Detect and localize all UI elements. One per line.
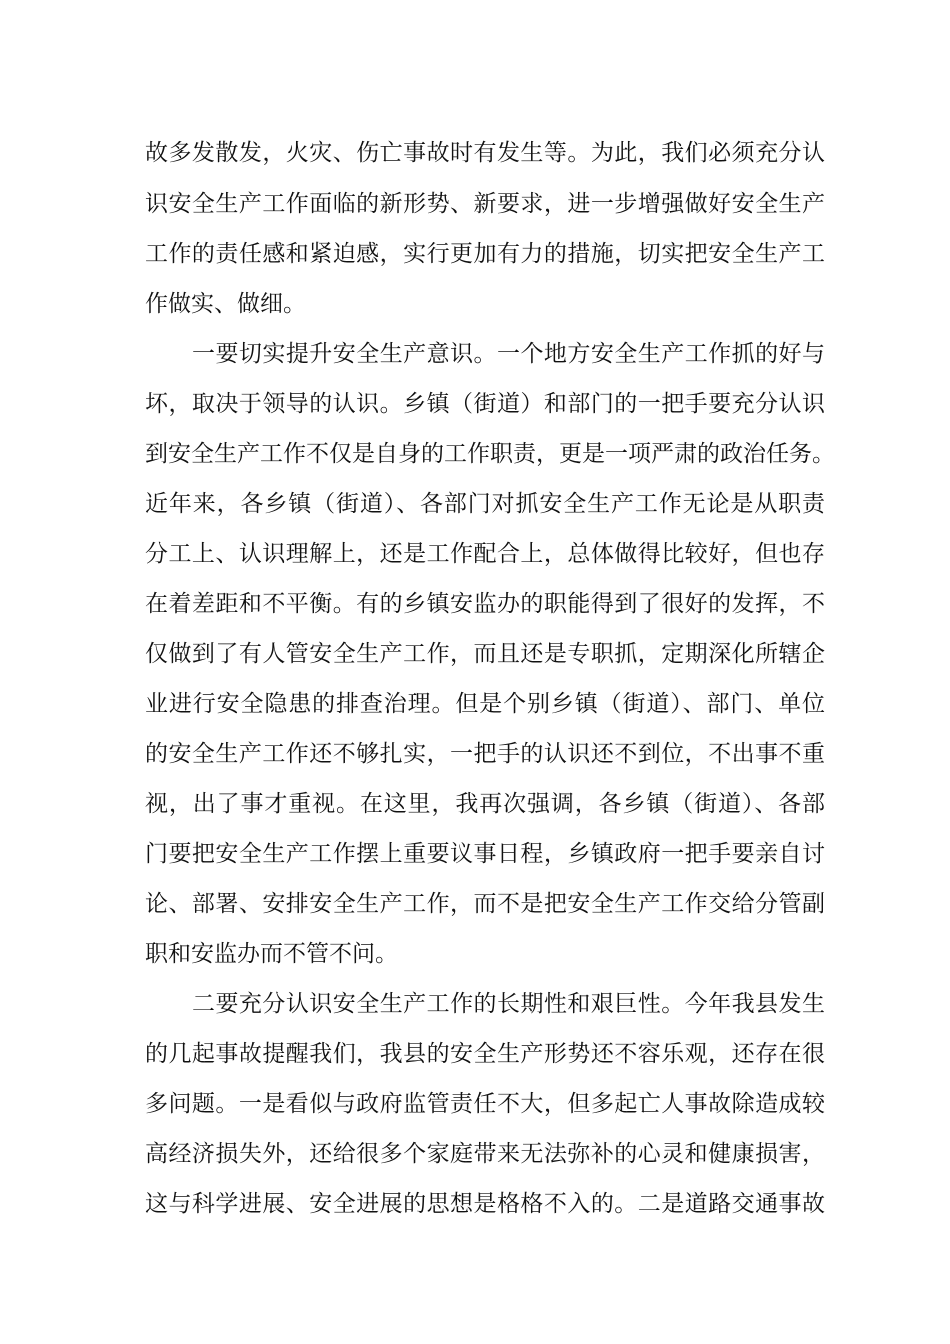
text-line: 分工上、认识理解上，还是工作配合上，总体做得比较好，但也存	[145, 541, 825, 567]
text-line: 职和安监办而不管不问。	[145, 941, 398, 967]
text-line: 到安全生产工作不仅是自身的工作职责，更是一项严肃的政治任务。	[145, 441, 835, 467]
text-line: 仅做到了有人管安全生产工作，而且还是专职抓，定期深化所辖企	[145, 641, 825, 667]
text-line: 论、部署、安排安全生产工作，而不是把安全生产工作交给分管副	[145, 891, 825, 917]
text-line: 的安全生产工作还不够扎实，一把手的认识还不到位，不出事不重	[145, 741, 825, 767]
text-line: 工作的责任感和紧迫感，实行更加有力的措施，切实把安全生产工	[145, 241, 825, 267]
text-line: 视，出了事才重视。在这里，我再次强调，各乡镇（街道）、各部	[145, 791, 825, 817]
text-line: 识安全生产工作面临的新形势、新要求，进一步增强做好安全生产	[145, 191, 825, 217]
paragraph-first-line: 一要切实提升安全生产意识。一个地方安全生产工作抓的好与	[192, 341, 825, 367]
text-line: 业进行安全隐患的排查治理。但是个别乡镇（街道）、部门、单位	[145, 691, 825, 717]
text-line: 多问题。一是看似与政府监管责任不大，但多起亡人事故除造成较	[145, 1091, 825, 1117]
text-line: 的几起事故提醒我们，我县的安全生产形势还不容乐观，还存在很	[145, 1041, 825, 1067]
text-line: 在着差距和不平衡。有的乡镇安监办的职能得到了很好的发挥，不	[145, 591, 825, 617]
text-line: 作做实、做细。	[145, 291, 306, 317]
text-line: 坏，取决于领导的认识。乡镇（街道）和部门的一把手要充分认识	[145, 391, 825, 417]
text-line: 高经济损失外，还给很多个家庭带来无法弥补的心灵和健康损害，	[145, 1141, 825, 1167]
paragraph-first-line: 二要充分认识安全生产工作的长期性和艰巨性。今年我县发生	[192, 991, 825, 1017]
text-line: 近年来，各乡镇（街道）、各部门对抓安全生产工作无论是从职责	[145, 491, 825, 517]
text-line: 故多发散发，火灾、伤亡事故时有发生等。为此，我们必须充分认	[145, 140, 825, 166]
text-line: 门要把安全生产工作摆上重要议事日程，乡镇政府一把手要亲自讨	[145, 841, 825, 867]
text-line: 这与科学进展、安全进展的思想是格格不入的。二是道路交通事故	[145, 1191, 825, 1217]
